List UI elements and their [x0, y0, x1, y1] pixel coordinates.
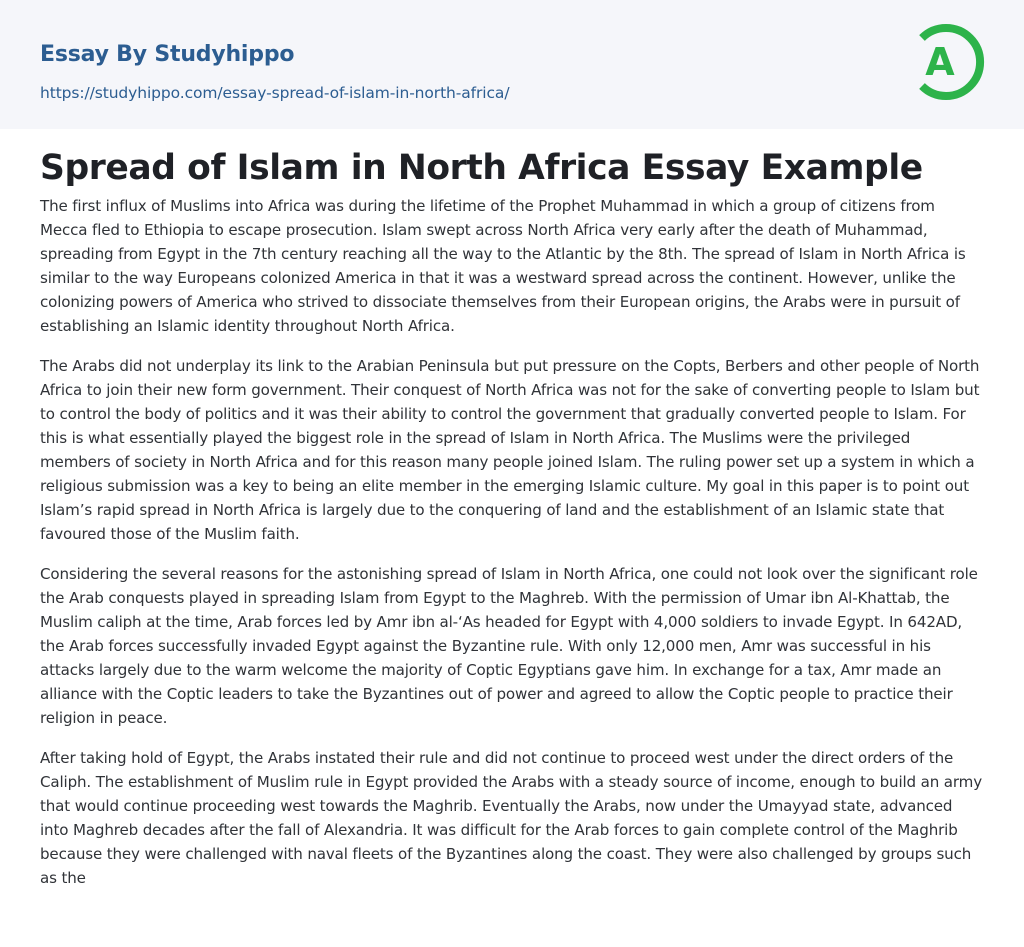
page-title: Spread of Islam in North Africa Essay Example — [40, 148, 923, 188]
logo-letter: A — [925, 40, 955, 84]
essay-paragraph: The first influx of Muslims into Africa was during the lifetime of the Prophet Muhammad in which a group of citizens from Mecca fled to Ethiopia to escape prosecution. Islam swept across North Africa very early after the death of Muhammad, spreading from Egypt in the 7th century reaching all the way to the Atlantic by the 8th. The spread of Islam in North Africa is similar to the way Europeans colonized America in that it was a westward spread across the continent. However, unlike the colonizing powers of America who strived to dissociate themselves from their European origins, the Arabs were in pursuit of establishing an Islamic identity throughout North Africa. — [40, 197, 966, 335]
essay-paragraph: The Arabs did not underplay its link to the Arabian Peninsula but put pressure on the Copts, Berbers and other people of North Africa to join their new form government. Their conquest of North Africa was not for the sake of converting people to Islam but to control the body of politics and it was their ability to control the government that gradually converted people to Islam. For this is what essentially played the biggest role in the spread of Islam in North Africa. The Muslims were the privileged members of society in North Africa and for this reason many people joined Islam. The ruling power set up a system in which a religious submission was a key to being an elite member in the emerging Islamic culture. My goal in this paper is to point out Islam’s rapid spread in North Africa is largely due to the conquering of land and the establishment of an Islamic state that favoured those of the Muslim faith. — [40, 357, 980, 543]
essay-body — [40, 194, 985, 906]
studyhippo-logo-icon[interactable] — [912, 20, 986, 104]
essay-paragraph: Considering the several reasons for the astonishing spread of Islam in North Africa, one could not look over the significant role the Arab conquests played in spreading Islam from Egypt to the Maghreb. With the permission of Umar ibn Al-Khattab, the Muslim caliph at the time, Arab forces led by Amr ibn al-‘As headed for Egypt with 4,000 soldiers to invade Egypt. In 642AD, the Arab forces successfully invaded Egypt against the Byzantine rule. With only 12,000 men, Amr was successful in his attacks largely due to the warm welcome the majority of Coptic Egyptians gave him. In exchange for a tax, Amr made an alliance with the Coptic leaders to take the Byzantines out of power and agreed to allow the Coptic people to practice their religion in peace. — [40, 565, 978, 727]
site-brand[interactable]: Essay By Studyhippo — [40, 42, 295, 67]
essay-paragraph: After taking hold of Egypt, the Arabs instated their rule and did not continue to proceed west under the direct orders of the Caliph. The establishment of Muslim rule in Egypt provided the Arabs with a steady source of income, enough to build an army that would continue proceeding west towards the Maghrib. Eventually the Arabs, now under the Umayyad state, advanced into Maghreb decades after the fall of Alexandria. It was difficult for the Arab forces to gain complete control of the Maghrib because they were challenged with naval fleets of the Byzantines along the coast. They were also challenged by groups such as the — [40, 749, 983, 887]
essay-url-link[interactable]: https://studyhippo.com/essay-spread-of-islam-in-north-africa/ — [40, 84, 510, 102]
